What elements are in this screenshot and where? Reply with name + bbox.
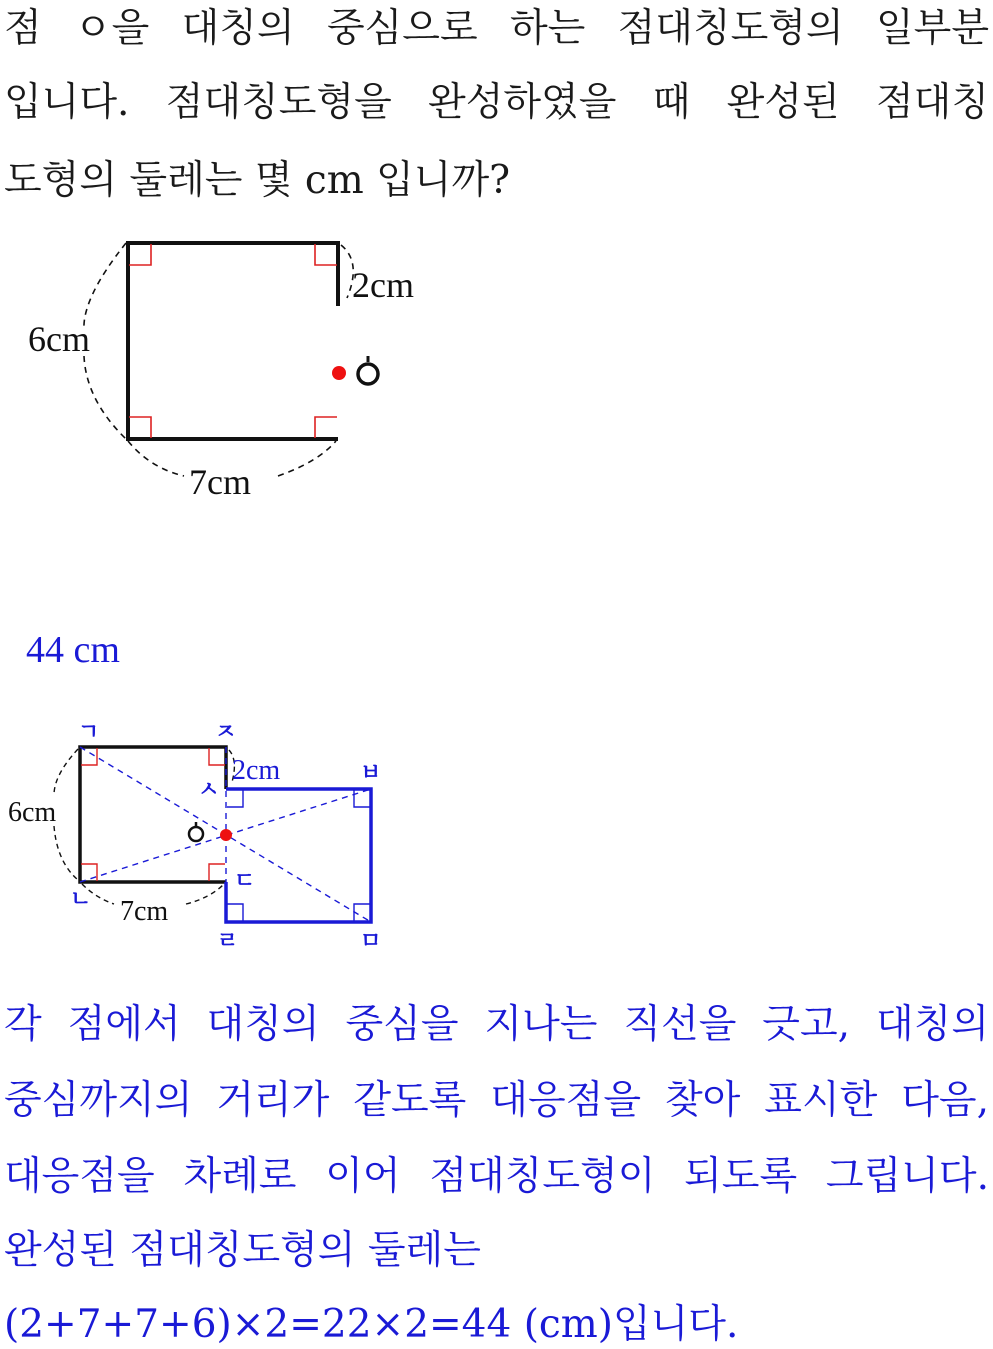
label-height: 6cm [28, 319, 90, 359]
vertex-label-jieut: ㅈ [215, 719, 237, 744]
label-top-2: 2cm [232, 755, 281, 786]
label-bottom: 7cm [189, 462, 251, 502]
question-line-1: 점 ㅇ을 대칭의 중심으로 하는 점대칭도형의 일부분 [4, 6, 989, 51]
answer-text: 44 cm [26, 629, 120, 671]
right-angle-marks-original [81, 748, 225, 881]
right-angle-marks [129, 244, 337, 438]
vertex-label-giyeok: ㄱ [78, 719, 100, 744]
vertex-label-bieup: ㅂ [360, 760, 382, 785]
center-label [358, 356, 378, 384]
label-height-2: 6cm [8, 797, 57, 828]
question-line-2: 입니다. 점대칭도형을 완성하였을 때 완성된 점대칭 [4, 80, 989, 125]
explanation-line-4: 완성된 점대칭도형의 둘레는 [4, 1228, 481, 1273]
vertex-label-digeut: ㄷ [234, 868, 256, 893]
figure-completed-shape [0, 700, 993, 970]
figure-partial-shape [0, 0, 993, 520]
center-point [332, 366, 346, 380]
vertex-label-siot: ㅅ [198, 777, 220, 802]
explanation-line-2: 중심까지의 거리가 같도록 대응점을 찾아 표시한 다음, [4, 1078, 989, 1123]
completed-outline [226, 789, 371, 922]
explanation-line-5: (2+7+7+6)×2=22×2=44 (cm)입니다. [4, 1302, 739, 1347]
label-bottom-2: 7cm [120, 896, 169, 927]
vertex-label-mieum: ㅁ [360, 928, 382, 953]
partial-shape-outline [128, 243, 338, 439]
vertex-label-nieun: ㄴ [70, 886, 92, 911]
center-label-2 [189, 822, 203, 841]
question-line-3: 도형의 둘레는 몇 cm 입니까? [4, 158, 511, 203]
original-outline [80, 747, 226, 882]
dimension-arcs [84, 243, 353, 476]
label-top: 2cm [352, 265, 414, 305]
explanation-line-3: 대응점을 차례로 이어 점대칭도형이 되도록 그립니다. [4, 1154, 989, 1199]
explanation-line-1: 각 점에서 대칭의 중심을 지나는 직선을 긋고, 대칭의 [4, 1002, 989, 1047]
right-angle-marks-completed [227, 790, 370, 921]
vertex-label-rieul: ㄹ [217, 928, 239, 953]
center-point-2 [220, 829, 232, 841]
